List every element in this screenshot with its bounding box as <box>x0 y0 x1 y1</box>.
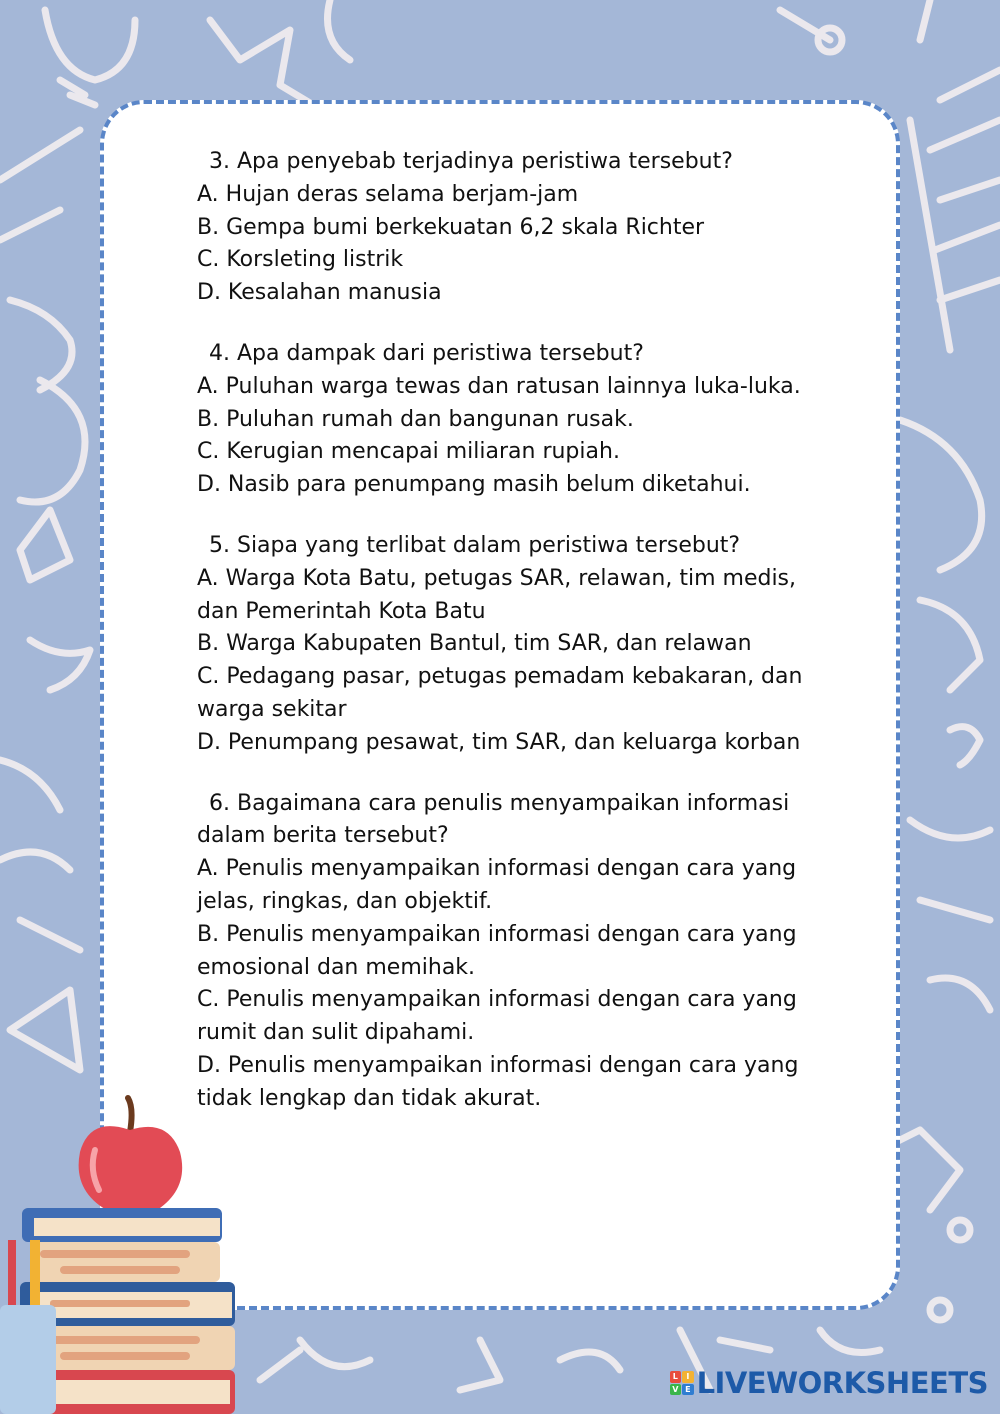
question-list <box>197 146 837 1144</box>
question-4 <box>197 338 837 502</box>
liveworksheets-logo[interactable] <box>670 1366 988 1400</box>
liveworksheets-logo-icon: L I V E <box>670 1371 694 1395</box>
question-5 <box>197 530 837 760</box>
question-text: 6. Bagaimana cara penulis menyampaikan informasi dalam berita tersebut? <box>197 790 790 849</box>
rocket-doodle <box>0 130 80 390</box>
triangle-doodle <box>10 990 80 1070</box>
option-a[interactable]: A. Puluhan warga tewas dan ratusan lainnya luka-luka. <box>197 373 801 399</box>
option-c[interactable]: C. Kerugian mencapai miliaran rupiah. <box>197 439 620 465</box>
option-c[interactable]: C. Korsleting listrik <box>197 247 404 273</box>
question-text: 4. Apa dampak dari peristiwa tersebut? <box>209 340 644 366</box>
brand-name: LIVEWORKSHEETS <box>696 1366 988 1400</box>
books-apple-illustration <box>0 1090 245 1414</box>
option-c[interactable]: C. Penulis menyampaikan informasi dengan cara yang rumit dan sulit dipahami. <box>197 987 797 1046</box>
option-a[interactable]: A. Warga Kota Batu, petugas SAR, relawan, tim medis, dan Pemerintah Kota Batu <box>197 565 797 624</box>
option-a[interactable]: A. Penulis menyampaikan informasi dengan cara yang jelas, ringkas, dan objektif. <box>197 856 797 914</box>
question-6 <box>197 788 837 1116</box>
option-d[interactable]: D. Kesalahan manusia <box>197 280 442 306</box>
question-3 <box>197 146 837 310</box>
option-b[interactable]: B. Puluhan rumah dan bangunan rusak. <box>197 406 634 432</box>
question-text: 3. Apa penyebab terjadinya peristiwa tersebut? <box>209 149 733 174</box>
option-b[interactable]: B. Penulis menyampaikan informasi dengan cara yang emosional dan memihak. <box>197 921 797 980</box>
lightbulb-doodle <box>45 10 135 80</box>
option-c[interactable]: C. Pedagang pasar, petugas pemadam kebakaran, dan warga sekitar <box>197 664 803 722</box>
option-d[interactable]: D. Penumpang pesawat, tim SAR, dan keluarga korban <box>197 729 801 755</box>
option-b[interactable]: B. Warga Kabupaten Bantul, tim SAR, dan relawan <box>197 631 752 657</box>
option-d[interactable]: D. Penulis menyampaikan informasi dengan cara yang tidak lengkap dan tidak akurat. <box>197 1052 799 1111</box>
star-doodle-left <box>20 510 70 580</box>
question-text: 5. Siapa yang terlibat dalam peristiwa tersebut? <box>209 532 741 558</box>
option-a[interactable]: A. Hujan deras selama berjam-jam <box>197 181 579 207</box>
option-b[interactable]: B. Gempa bumi berkekuatan 6,2 skala Richter <box>197 214 705 240</box>
apple-icon <box>79 1098 183 1215</box>
ruler-doodle <box>930 70 1000 300</box>
option-d[interactable]: D. Nasib para penumpang masih belum diketahui. <box>197 472 751 498</box>
